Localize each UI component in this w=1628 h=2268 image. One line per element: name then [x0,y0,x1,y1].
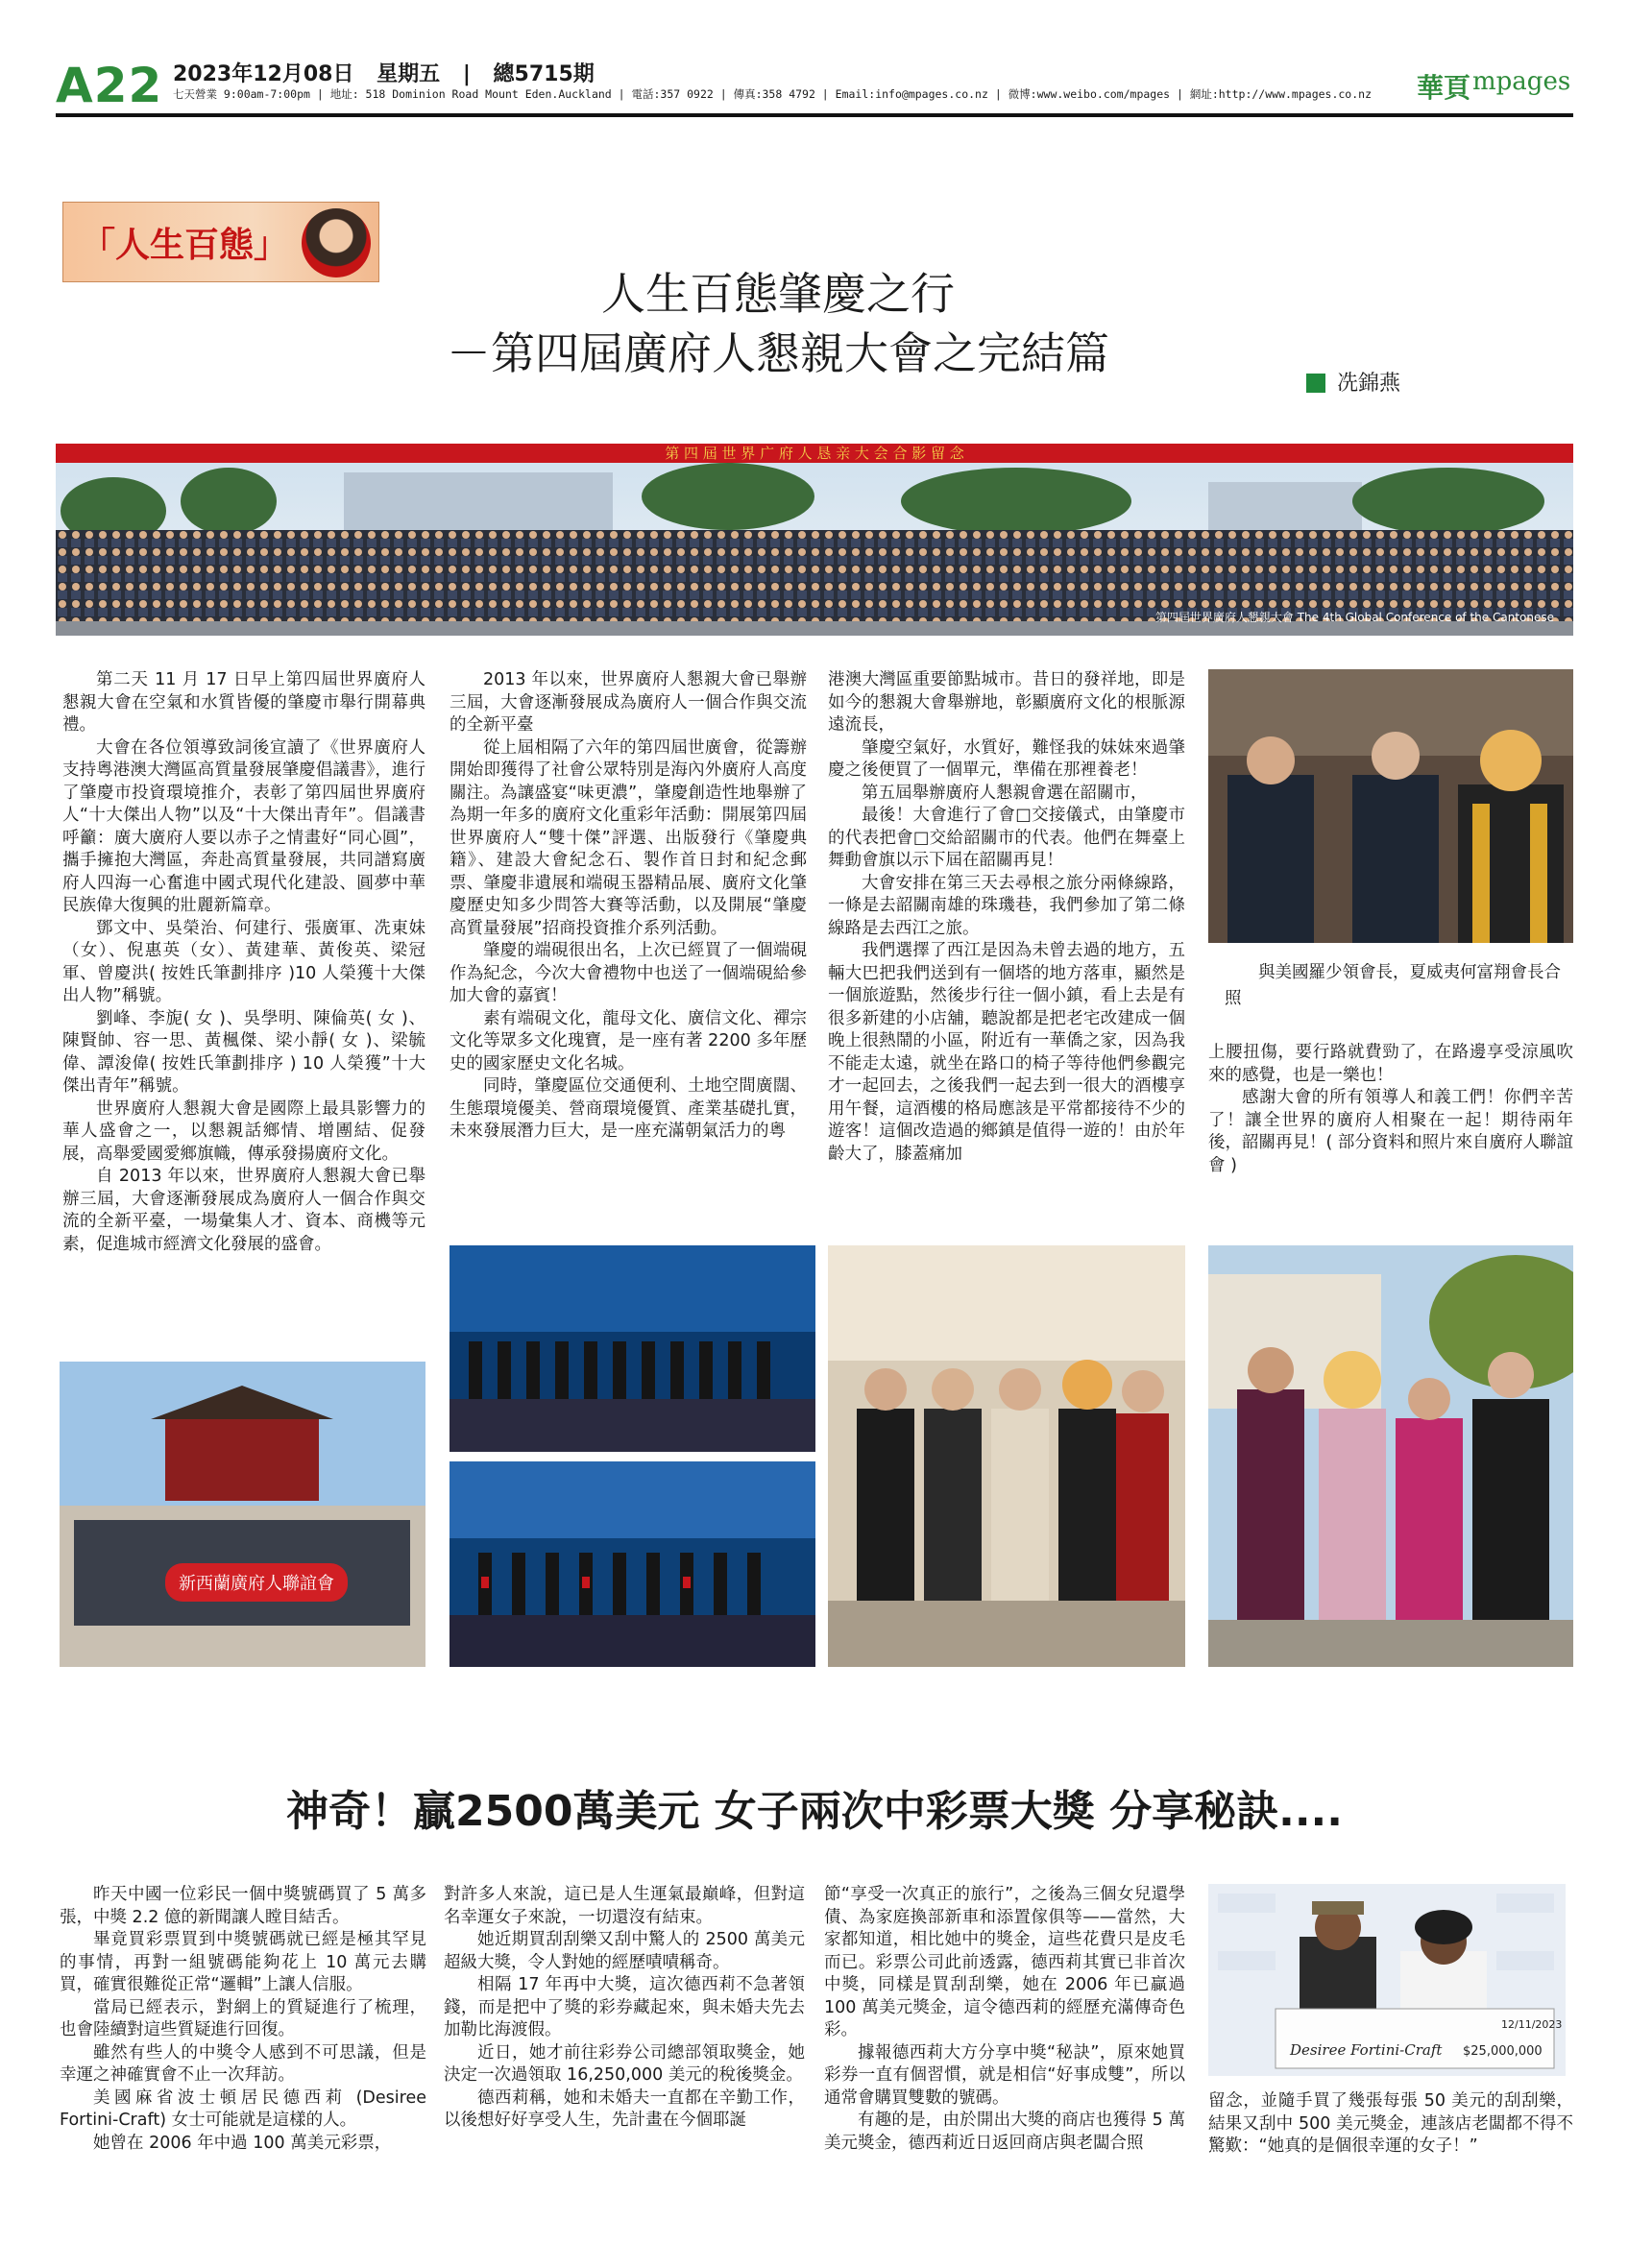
author-name: 冼錦燕 [1337,372,1401,396]
check-date: 12/11/2023 [1501,2018,1563,2031]
paragraph: 她近期買刮刮樂又刮中驚人的 2500 萬美元超級大獎，令人對她的經歷嘖嘖稱奇。 [444,1930,805,1972]
article2-column-1 [60,1884,426,2155]
issue-number: 總5715期 [493,62,595,86]
association-banner-text: 新西蘭廣府人聯誼會 [179,1574,334,1594]
paragraph: 當局已經表示，對網上的質疑進行了梳理，也會陸續對這些質疑進行回復。 [60,1997,426,2039]
author-byline [1306,367,1400,397]
article-title [317,264,1239,383]
article2-column-3 [824,1884,1185,2155]
photo-nz-association [60,1362,425,1667]
paragraph: 最後！大會進行了會□交接儀式，由肇慶市的代表把會□交給韶關市的代表。他們在舞臺上舞動會旗以示下屆在韶關再見！ [828,806,1185,870]
issue-weekday: 星期五 [377,62,441,86]
article1-column-3 [828,669,1185,1166]
paragraph: 肇慶空氣好，水質好，難怪我的妹妹來過肇慶之後便買了一個單元，準備在那裡養老！ [828,737,1185,780]
article1-column-4 [1208,1042,1573,1177]
byline-square-icon [1306,374,1325,393]
photo-outdoor-group [1208,1245,1573,1667]
article2-column-4 [1208,2090,1573,2159]
article-title-line2: －第四屆廣府人懇親大會之完結篇 [447,327,1109,379]
article1-column-1 [62,669,425,1256]
issue-date-line [173,58,610,87]
paragraph: 節“享受一次真正的旅行”，之後為三個女兒還學債、為家庭換部新車和添置傢俱等——當然，大家都知道，相比她中的獎金，這些花費只是皮毛而已。彩票公司此前透露，德西莉其實已非首次中獎，同樣是買刮刮樂，她在 2006 年已贏過 100 萬美元獎金，這令德西莉的經歷充滿傳奇色彩。 [824,1885,1185,2039]
paragraph: 感謝大會的所有領導人和義工們！你們辛苦了！讓全世界的廣府人相聚在一起！期待兩年後，韶關再見！( 部分資料和照片來自廣府人聯誼會 ) [1208,1088,1573,1175]
logo-english: mpages [1472,67,1571,96]
photo-ladies-hall-image [828,1245,1185,1667]
paragraph: 畢竟買彩票買到中獎號碼就已經是極其罕見的事情，再對一組號碼能夠花上 10 萬元去購買，確實很難從正常“邏輯”上讓人信服。 [60,1930,426,1994]
paragraph: 港澳大灣區重要節點城市。昔日的發祥地，即是如今的懇親大會舉辦地，彰顯廣府文化的根脈源遠流長， [828,670,1185,735]
article1-column-2 [450,669,807,1144]
paragraph: 昨天中國一位彩民一個中獎號碼買了 5 萬多張，中獎 2.2 億的新聞讓人瞠目結舌。 [60,1885,426,1927]
paragraph: 從上屆相隔了六年的第四屆世廣會，從籌辦開始即獲得了社會公眾特別是海內外廣府人高度關注。為讓盛宴“味更濃”，肇慶創造性地舉辦了為期一年多的廣府文化重彩年活動：開展第四屆世界廣府人“雙十傑”評選、出版發行《肇慶典籍》、建設大會紀念石、製作首日封和紀念郵票、肇慶非遺展和端硯玉器精品展、廣府文化肇慶歷史知多少問答大賽等活動，以及開展“肇慶高質量發展”招商投資推介系列活動。 [450,737,807,938]
paragraph: 劉峰、李旎( 女 )、吳學明、陳倫英( 女 )、陳賢帥、容一思、黃楓傑、梁小靜( 女 )、梁毓偉、譚浚偉( 按姓氏筆劃排序 ) 10 人榮獲”十大傑出青年”稱號。 [62,1008,425,1096]
page-number: A22 [56,58,163,113]
article-title-line1: 人生百態肇慶之行 [601,268,955,320]
logo-chinese: 華頁 [1417,72,1471,104]
check-amount: $25,000,000 [1463,2044,1543,2059]
group-photo-banner [56,444,1573,636]
paragraph: 她曾在 2006 年中過 100 萬美元彩票， [93,2133,392,2153]
photo-with-presidents-image [1208,669,1573,943]
paragraph: 有趣的是，由於開出大獎的商店也獲得 5 萬美元獎金，德西莉近日返回商店與老闆合照 [824,2111,1185,2153]
photo-stage-awards-1 [450,1245,815,1452]
photo-stage-awards-2-image [450,1461,815,1667]
paragraph: 肇慶的端硯很出名，上次已經買了一個端硯作為紀念，今次大會禮物中也送了一個端硯給參加大會的嘉賓！ [450,941,807,1005]
paragraph: 第五屆舉辦廣府人懇親會選在韶關市， [862,783,1148,803]
banner-title-text: 第 四 屆 世 界 广 府 人 恳 亲 大 会 合 影 留 念 [665,445,964,462]
paragraph: 美國麻省波士頓居民德西莉 (Desiree Fortini-Craft) 女士可能就是這樣的人。 [60,2087,426,2130]
paragraph: 相隔 17 年再中大獎，這次德西莉不急著領錢，而是把中了獎的彩券藏起來，與未婚夫先去加勒比海渡假。 [444,1975,805,2039]
photo-ladies-hall [828,1245,1185,1667]
column-badge-text: 「人生百態」 [81,225,289,265]
banner-watermark: 第四屆世界廣府人懇親大會 The 4th Global Conference of the Cantonese [1154,611,1554,624]
header-separator: | [462,62,471,86]
paragraph: 自 2013 年以來，世界廣府人懇親大會已舉辦三屆，大會逐漸發展成為廣府人一個合作與交流的全新平臺，一場彙集人才、資本、商機等元素，促進城市經濟文化發展的盛會。 [62,1167,425,1254]
photo-stage-awards-1-image [450,1245,815,1452]
header-rule [56,113,1573,117]
contact-info-line: 七天營業 9:00am-7:00pm | 地址: 518 Dominion Road Mount Eden.Auckland | 電話:357 0922 | 傳真:358 4792 | Email:info@mpages.co.nz | 微博:www.weibo.com/mpages | 網址:http://www.mpages.co.nz [173,87,1373,101]
photo-nz-association-image [60,1362,425,1667]
photo-with-presidents [1208,669,1573,943]
paragraph: 鄧文中、吳榮治、何建行、張廣軍、冼東妹（女）、倪惠英（女）、黃建華、黃俊英、梁冠軍、曾慶洪( 按姓氏筆劃排序 )10 人榮獲十大傑出人物”稱號。 [62,918,425,1005]
paragraph: 2013 年以來，世界廣府人懇親大會已舉辦三屆，大會逐漸發展成為廣府人一個合作與交流的全新平臺 [450,670,807,735]
paragraph: 據報德西莉大方分享中獎“秘訣”，原來她買彩券一直有個習慣，就是相信“好事成雙”，所以通常會購買雙數的號碼。 [824,2042,1185,2108]
paragraph: 我們選擇了西江是因為未曾去過的地方，五輛大巴把我們送到有一個塔的地方落車，顯然是一個旅遊點，然後步行往一個小鎮，看上去是有很多新建的小店舖，聽說都是把老宅改建成一個晚上很熱鬧的小區，附近有一華僑之家，因為我不能走太遠，就坐在路口的椅子等待他們參觀完才一起回去，之後我們一起去到一很大的酒樓享用午餐，這酒樓的格局應該是平常都接待不少的遊客！這個改造過的鄉鎮是值得一遊的！由於年齡大了，膝蓋痛加 [828,941,1185,1164]
paragraph: 德西莉稱，她和未婚夫一直都在辛勤工作，以後想好好享受人生，先計畫在今個耶誕 [444,2087,805,2130]
paragraph: 留念，並隨手買了幾張每張 50 美元的刮刮樂，結果又刮中 500 美元獎金，連該店老闆都不得不驚歎：“她真的是個很幸運的女子！” [1208,2091,1573,2156]
article2-column-2 [444,1884,805,2133]
paragraph: 近日，她才前往彩券公司總部領取獎金，她決定一次過領取 16,250,000 美元的稅後獎金。 [444,2042,805,2085]
group-photo-image [56,444,1573,636]
photo-lottery-winner-image [1208,1884,1566,2076]
photo-lottery-winner [1208,1884,1566,2076]
photo-outdoor-group-image [1208,1245,1573,1667]
paragraph: 同時，肇慶區位交通便利、土地空間廣闊、生態環境優美、營商環境優質、產業基礎扎實，未來發展潛力巨大，是一座充滿朝氣活力的粵 [450,1076,807,1141]
photo-caption-presidents: 與美國羅少領會長，夏威夷何富翔會長合照 [1225,963,1561,1008]
photo-stage-awards-2 [450,1461,815,1667]
paragraph: 上腰扭傷，要行路就費勁了，在路邊享受涼風吹來的感覺，也是一樂也！ [1208,1043,1573,1085]
paragraph: 雖然有些人的中獎令人感到不可思議，但是幸運之神確實會不止一次拜訪。 [60,2042,426,2085]
paragraph: 素有端硯文化，龍母文化、廣信文化、禪宗文化等眾多文化瑰寶，是一座有著 2200 多年歷史的國家歷史文化名城。 [450,1008,807,1074]
mpages-logo [1417,65,1580,104]
paragraph: 大會在各位領導致詞後宣讀了《世界廣府人支持粵港澳大灣區高質量發展肇慶倡議書》，進行了肇慶市投資環境推介，表彰了第四屆世界廣府人“十大傑出人物”以及“十大傑出青年”。倡議書呼籲：廣大廣府人要以赤子之情畫好“同心圓”，攜手擁抱大灣區，奔赴高質量發展，共同譜寫廣府人四海一心奮進中國式現代化建設、圓夢中華民族偉大復興的壯麗新篇章。 [62,737,425,915]
paragraph: 世界廣府人懇親大會是國際上最具影響力的華人盛會之一，以懇親話鄉情、增團結、促發展，高舉愛國愛鄉旗幟，傳承發揚廣府文化。 [62,1098,425,1164]
paragraph: 大會安排在第三天去尋根之旅分兩條線路，一條是去韶關南雄的珠璣巷，我們參加了第二條線路是去西江之旅。 [828,873,1185,938]
paragraph: 對許多人來說，這已是人生運氣最巔峰，但對這名幸運女子來說，一切還沒有結束。 [444,1885,805,1927]
lottery-headline: 神奇！贏2500萬美元 女子兩次中彩票大獎 分享秘訣.... [286,1787,1343,1836]
check-payee: Desiree Fortini-Craft [1290,2041,1443,2059]
issue-date: 2023年12月08日 [173,62,354,86]
paragraph: 第二天 11 月 17 日早上第四屆世界廣府人懇親大會在空氣和水質皆優的肇慶市舉行開幕典禮。 [62,670,425,735]
